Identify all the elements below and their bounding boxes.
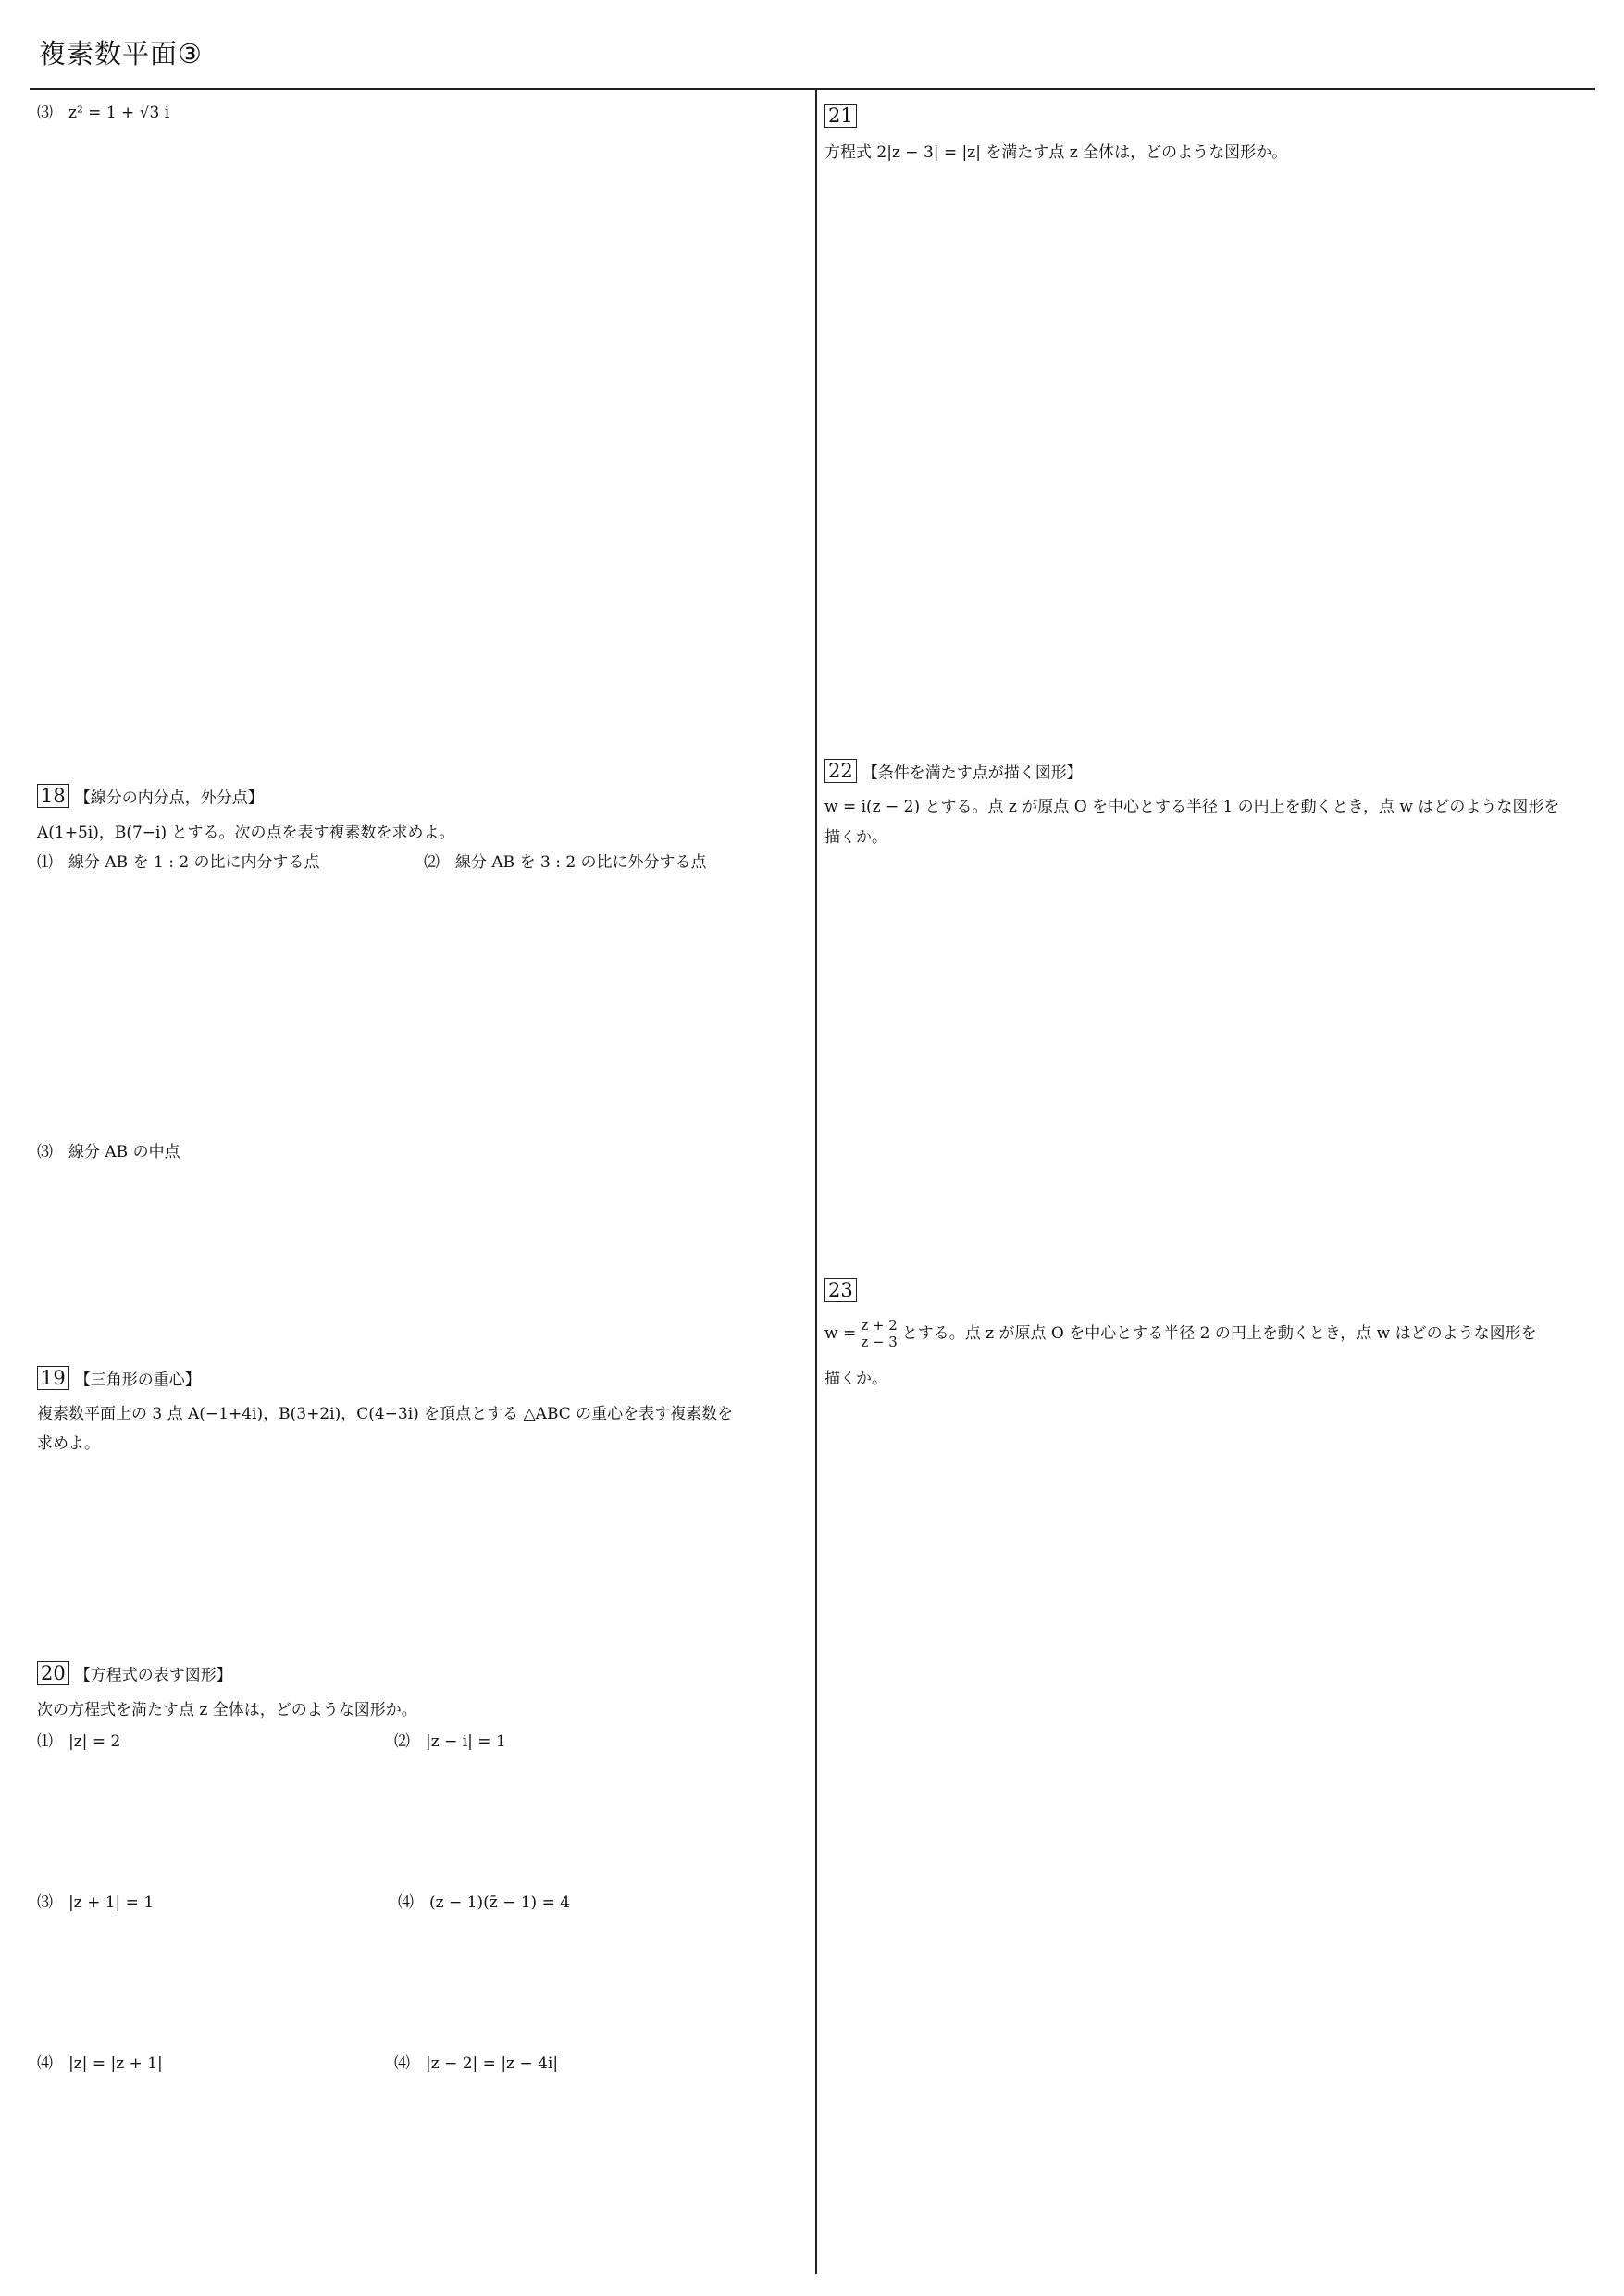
question-21-text: 方程式 2|z − 3| = |z| を満たす点 z 全体は，どのような図形か。 xyxy=(824,143,1288,162)
question-number-19: 19 xyxy=(37,1366,69,1390)
question-18-item-3: ⑶ 線分 AB の中点 xyxy=(37,1143,180,1161)
question-18-header xyxy=(37,784,264,808)
question-22-line-1: w = i(z − 2) とする。点 z が原点 O を中心とする半径 1 の円上を動くとき，点 w はどのような図形を xyxy=(824,798,1560,816)
problem-3-top: ⑶ z² = 1 + √3 i xyxy=(37,104,170,122)
question-18-item-1: ⑴ 線分 AB を 1 : 2 の比に内分する点 xyxy=(37,853,320,872)
page-title: 複素数平面③ xyxy=(39,38,203,69)
question-22-heading: 【条件を満たす点が描く図形】 xyxy=(862,763,1083,783)
question-20-heading: 【方程式の表す図形】 xyxy=(74,1666,232,1685)
question-number-20: 20 xyxy=(37,1661,69,1685)
question-20-item-5: ⑷ |z| = |z + 1| xyxy=(37,2054,163,2073)
question-20-intro: 次の方程式を満たす点 z 全体は，どのような図形か。 xyxy=(37,1701,417,1719)
question-20-header xyxy=(37,1661,232,1685)
question-19-header xyxy=(37,1366,201,1390)
question-number-21: 21 xyxy=(824,104,857,128)
question-20-item-1: ⑴ |z| = 2 xyxy=(37,1732,121,1751)
question-18-item-2: ⑵ 線分 AB を 3 : 2 の比に外分する点 xyxy=(424,853,707,872)
question-23-header xyxy=(824,1278,862,1302)
fraction xyxy=(859,1318,899,1350)
question-22-header xyxy=(824,759,1083,783)
column-divider xyxy=(815,90,817,2274)
header-rule xyxy=(30,88,1595,90)
question-20-item-2: ⑵ |z − i| = 1 xyxy=(394,1732,506,1751)
question-20-item-4: ⑷ (z − 1)(z̄ − 1) = 4 xyxy=(398,1893,571,1912)
question-19-line-2: 求めよ。 xyxy=(37,1434,100,1453)
question-number-18: 18 xyxy=(37,784,69,808)
question-21-header xyxy=(824,104,862,128)
question-18-intro: A(1+5i)，B(7−i) とする。次の点を表す複素数を求めよ。 xyxy=(37,824,455,842)
question-23-text: とする。点 z が原点 O を中心とする半径 2 の円上を動くとき，点 w はどのような図形を xyxy=(901,1324,1537,1343)
question-18-heading: 【線分の内分点，外分点】 xyxy=(74,788,264,808)
question-number-23: 23 xyxy=(824,1278,857,1302)
question-23-line-2: 描くか。 xyxy=(824,1370,887,1388)
question-20-item-6: ⑷ |z − 2| = |z − 4i| xyxy=(394,2054,559,2073)
fraction-denominator: z − 3 xyxy=(861,1334,898,1350)
question-number-22: 22 xyxy=(824,759,857,783)
question-19-heading: 【三角形の重心】 xyxy=(74,1371,201,1390)
question-19-line-1: 複素数平面上の 3 点 A(−1+4i)，B(3+2i)，C(4−3i) を頂点とする △ABC の重心を表す複素数を xyxy=(37,1405,734,1423)
question-23-line-1 xyxy=(824,1318,1537,1350)
fraction-numerator: z + 2 xyxy=(861,1317,898,1334)
w-equals: w = xyxy=(824,1324,857,1343)
question-22-line-2: 描くか。 xyxy=(824,828,887,847)
question-20-item-3: ⑶ |z + 1| = 1 xyxy=(37,1893,155,1912)
